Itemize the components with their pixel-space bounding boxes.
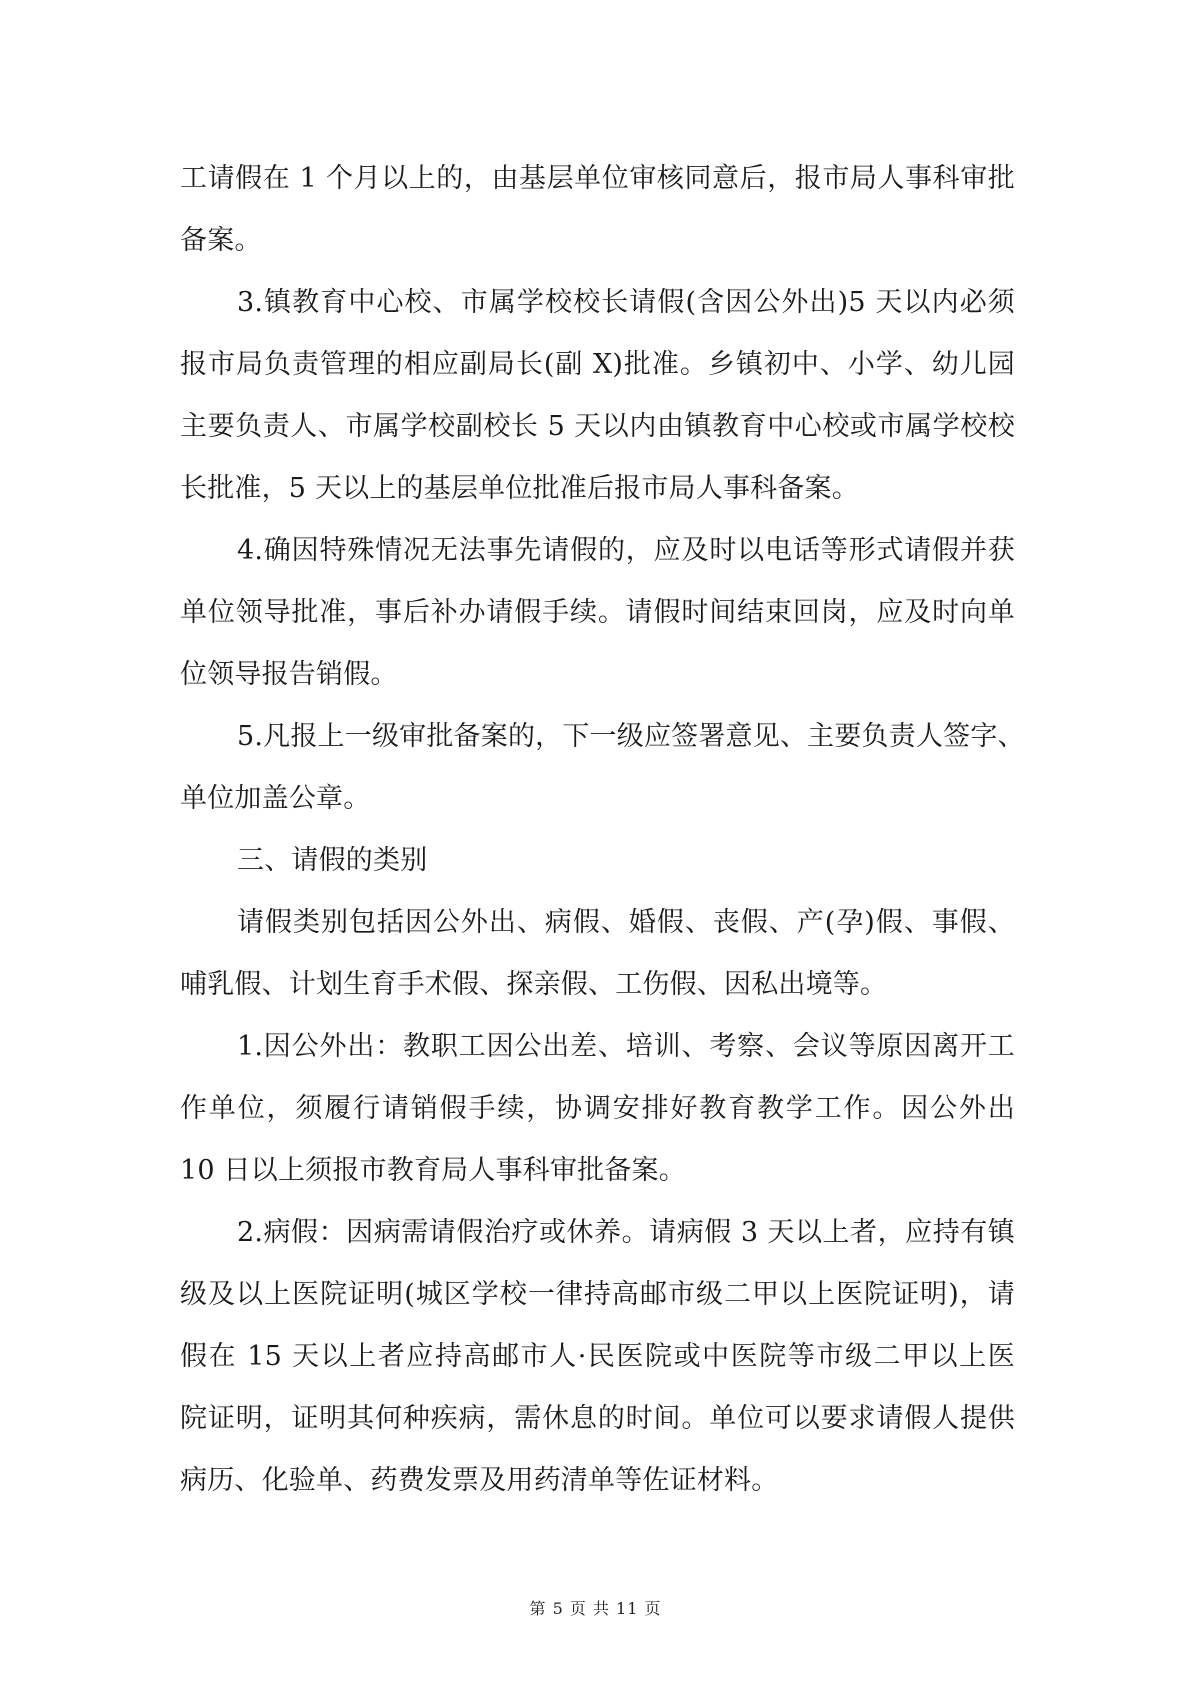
text-line: 工请假在 1 个月以上的，由基层单位审核同意后，报市局人事科审批	[180, 163, 1015, 194]
text-line: 病历、化验单、药费发票及用药清单等佐证材料。	[180, 1465, 779, 1496]
text-line: 5.凡报上一级审批备案的，下一级应签署意见、主要负责人签字、	[237, 721, 1025, 752]
text-line: 单位加盖公章。	[180, 783, 371, 814]
text-line: 长批准，5 天以上的基层单位批准后报市局人事科备案。	[180, 473, 859, 504]
text-line: 请假类别包括因公外出、病假、婚假、丧假、产(孕)假、事假、	[237, 907, 1015, 938]
text-line: 假在 15 天以上者应持高邮市人·民医院或中医院等市级二甲以上医	[180, 1341, 1015, 1372]
text-line: 级及以上医院证明(城区学校一律持高邮市级二甲以上医院证明)，请	[180, 1279, 1015, 1310]
text-line: 单位领导批准，事后补办请假手续。请假时间结束回岗，应及时向单	[180, 597, 1015, 628]
text-line: 主要负责人、市属学校副校长 5 天以内由镇教育中心校或市属学校校	[180, 411, 1015, 442]
text-line: 3.镇教育中心校、市属学校校长请假(含因公外出)5 天以内必须	[237, 287, 1015, 318]
text-line: 哺乳假、计划生育手术假、探亲假、工伤假、因私出境等。	[180, 969, 888, 1000]
text-line: 报市局负责管理的相应副局长(副 X)批准。乡镇初中、小学、幼儿园	[180, 349, 1015, 380]
document-body	[180, 148, 1025, 1512]
page-number-footer: 第 5 页 共 11 页	[529, 1599, 662, 1618]
text-line: 位领导报告销假。	[180, 659, 398, 690]
section-heading: 三、请假的类别	[237, 845, 428, 876]
text-line: 作单位，须履行请销假手续，协调安排好教育教学工作。因公外出	[180, 1093, 1015, 1124]
text-line: 2.病假：因病需请假治疗或休养。请病假 3 天以上者，应持有镇	[237, 1217, 1015, 1248]
text-line: 4.确因特殊情况无法事先请假的，应及时以电话等形式请假并获	[237, 535, 1015, 566]
text-line: 10 日以上须报市教育局人事科审批备案。	[180, 1155, 686, 1186]
text-line: 院证明，证明其何种疾病，需休息的时间。单位可以要求请假人提供	[180, 1403, 1015, 1434]
text-line: 备案。	[180, 225, 262, 256]
text-line: 1.因公外出：教职工因公出差、培训、考察、会议等原因离开工	[237, 1031, 1015, 1062]
